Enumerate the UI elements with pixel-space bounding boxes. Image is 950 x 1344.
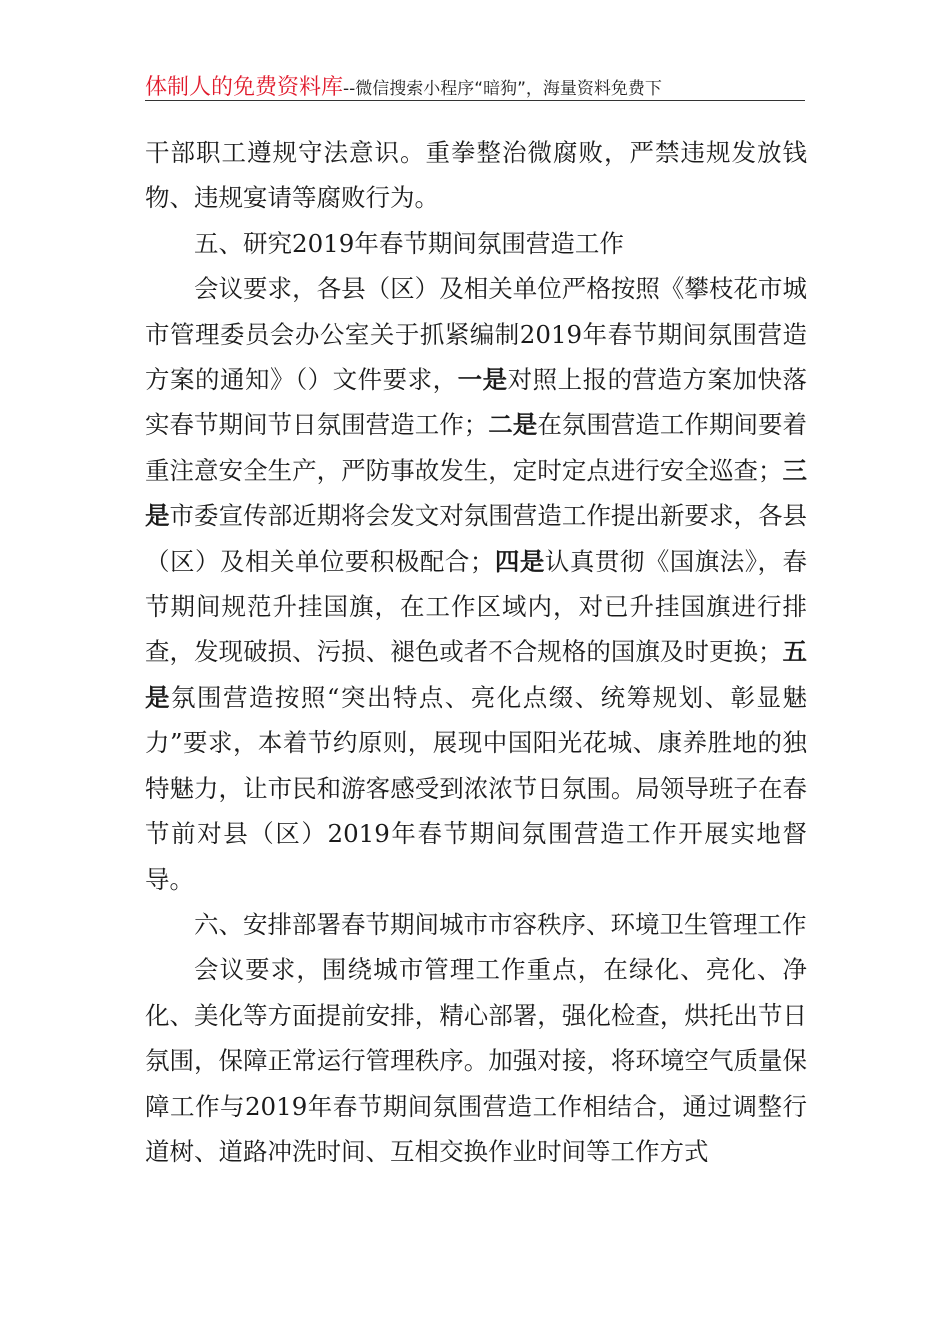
header-tagline: --微信搜索小程序“暗狗”，海量资料免费下 [343, 79, 662, 99]
item-1-text: 对照上报的营造方案加快落实春节期间节日氛围营造工作； [145, 365, 808, 440]
section-heading-5: 五、研究2019年春节期间氛围营造工作 [194, 228, 624, 258]
item-3-text: 市委宣传部近期将会发文对氛围营造工作提出新要求，各县（区）及相关单位要积极配合； [145, 501, 808, 576]
marker-4: 四是 [494, 546, 545, 576]
paragraph-section-5 [145, 266, 807, 902]
document-body [145, 130, 807, 1174]
marker-1: 一是 [457, 365, 508, 395]
header-brand: 体制人的免费资料库 [145, 75, 344, 100]
item-2-text: 在氛围营造工作期间要着重注意安全生产，严防事故发生，定时定点进行安全巡查； [145, 410, 808, 485]
para-lead: 会议要求，各县（区）及相关单位严格按照《攀枝花市城市管理委员会办公室关于抓紧编制2019年春节期间氛围营造方案的通知》（）文件要求， [145, 274, 807, 395]
section-heading-6: 六、安排部署春节期间城市市容秩序、环境卫生管理工作 [194, 909, 807, 939]
item-5-text: 氛围营造按照“突出特点、亮化点缀、统筹规划、彰显魅力”要求，本着节约原则，展现中国阳光花城、康养胜地的独特魅力，让市民和游客感受到浓浓节日氛围。局领导班子在春节前对县（区）2019年春节期间氛围营造工作开展实地督导。 [145, 682, 807, 894]
item-4-text: 认真贯彻《国旗法》，春节期间规范升挂国旗，在工作区域内，对已升挂国旗进行排查，发现破损、污损、褪色或者不合规格的国旗及时更换； [145, 546, 808, 667]
paragraph-continuation: 干部职工遵规守法意识。重拳整治微腐败，严禁违规发放钱物、违规宴请等腐败行为。 [145, 138, 807, 213]
page-header [145, 70, 805, 101]
marker-2: 二是 [488, 410, 538, 440]
paragraph-section-6: 会议要求，围绕城市管理工作重点，在绿化、亮化、净化、美化等方面提前安排，精心部署，强化检查，烘托出节日氛围，保障正常运行管理秩序。加强对接，将环境空气质量保障工作与2019年春节期间氛围营造工作相结合，通过调整行道树、道路冲洗时间、互相交换作业时间等工作方式 [145, 955, 807, 1166]
marker-3: 三是 [145, 455, 808, 531]
marker-5: 五是 [145, 637, 808, 712]
